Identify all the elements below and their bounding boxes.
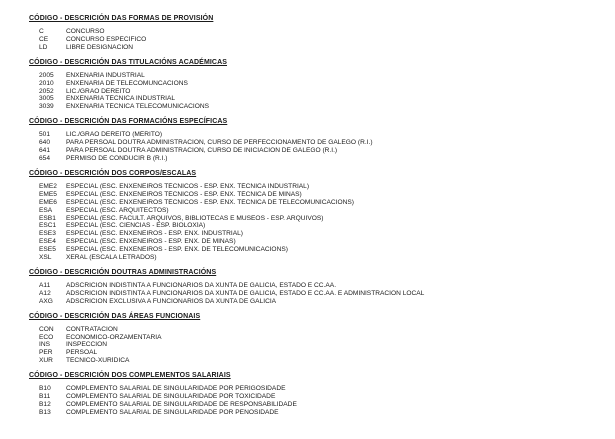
- code-description: ADSCRICIÓN INDISTINTA A FUNCIONARIOS DA XUNTA DE GALICIA, ESTADO E CC.AA. E ADMINISTRACIÓN LOCAL: [66, 289, 425, 297]
- code-value: 640: [39, 139, 51, 147]
- legend-section: [29, 117, 599, 163]
- code-description: ENXEÑARÍA TÉCNICA TELECOMUNICACIÓNS: [66, 103, 210, 111]
- code-list: [29, 131, 599, 163]
- code-value: EME6: [39, 198, 57, 206]
- code-row: [29, 36, 599, 44]
- code-description: ESPECIAL (ESC. ENXEÑEIROS - ESP. ENX. DE TELECOMUNICACIÓNS): [66, 246, 288, 254]
- code-row: [29, 44, 599, 52]
- code-description: ESPECIAL (ESC. ENXEÑEIROS - ESP. ENX. DE MINAS): [66, 238, 236, 246]
- code-row: [29, 401, 599, 409]
- code-row: [29, 103, 599, 111]
- code-description: PARA PERSOAL DOUTRA ADMINISTRACIÓN, CURSO DE INICIACIÓN DE GALEGO (R.I.): [66, 147, 338, 155]
- code-value: 3005: [39, 95, 54, 103]
- code-description: ENXEÑARÍA DE TELECOMUNCACIÓNS: [66, 79, 188, 87]
- code-row: [29, 131, 599, 139]
- code-value: B13: [39, 408, 51, 416]
- code-list: [29, 183, 599, 262]
- code-value: ESA: [39, 206, 53, 214]
- code-description: ESPECIAL (ESC. ENXEÑEIROS - ESP. ENX. INDUSTRIAL): [66, 230, 243, 238]
- code-row: [29, 357, 599, 365]
- code-description: PARA PERSOAL DOUTRA ADMINISTRACIÓN, CURSO DE PERFECCIONAMENTO DE GALEGO (R.I.): [66, 139, 373, 147]
- code-value: C: [39, 28, 44, 35]
- code-value: 641: [39, 147, 51, 155]
- code-value: XUR: [39, 357, 53, 365]
- code-row: [29, 385, 599, 393]
- code-list: [29, 28, 599, 52]
- code-row: [29, 393, 599, 401]
- code-value: LD: [39, 43, 48, 51]
- code-value: B11: [39, 393, 51, 401]
- code-value: B12: [39, 401, 51, 408]
- code-value: 501: [39, 131, 51, 139]
- code-row: [29, 282, 599, 290]
- code-value: ESB1: [39, 214, 56, 222]
- section-title: CÓDIGO - DESCRICIÓN DAS FORMACIÓNS ESPECÍFICAS: [29, 118, 228, 126]
- code-row: [29, 349, 599, 357]
- code-description: ESPECIAL (ESC. CIENCIAS - ESP. BIOLOXÍA): [66, 222, 206, 230]
- code-value: 2005: [39, 71, 54, 79]
- section-title: CÓDIGO - DESCRICIÓN DAS ÁREAS FUNCIONAIS: [29, 312, 201, 320]
- code-value: ESC1: [39, 222, 57, 230]
- code-value: EME5: [39, 190, 57, 198]
- code-list: [29, 282, 599, 306]
- code-value: 654: [39, 154, 51, 162]
- section-title: CÓDIGO - DESCRICIÓN DAS TITULACIÓNS ACADÉMICAS: [29, 58, 228, 66]
- code-row: [29, 191, 599, 199]
- code-row: [29, 238, 599, 246]
- section-title: CÓDIGO - DESCRICIÓN DAS FORMAS DE PROVISIÓN: [29, 15, 214, 22]
- code-description: PERSOAL: [66, 349, 98, 357]
- code-description: ESPECIAL (ESC. ARQUITECTOS): [66, 206, 169, 214]
- code-description: LIC./GRAO DEREITO (MÉRITO): [66, 131, 163, 139]
- code-row: [29, 183, 599, 191]
- code-description: CONTRATACIÓN: [66, 325, 118, 333]
- code-description: LIC./GRAO DEREITO: [66, 87, 131, 95]
- code-description: ENXEÑARÍA INDUSTRIAL: [66, 71, 145, 79]
- code-row: [29, 147, 599, 155]
- code-value: AXG: [39, 297, 53, 305]
- code-row: [29, 215, 599, 223]
- code-value: ESE5: [39, 246, 56, 254]
- code-list: [29, 326, 599, 366]
- code-value: EME2: [39, 182, 57, 190]
- code-description: TÉCNICO-XURÍDICA: [66, 357, 130, 365]
- code-value: 2010: [39, 79, 54, 87]
- code-description: PERMISO DE CONDUCIR B (R.I.): [66, 154, 168, 162]
- code-description: LIBRE DESIGNACIÓN: [66, 43, 134, 51]
- code-list: [29, 385, 599, 417]
- code-value: 3039: [39, 103, 54, 111]
- code-row: [29, 334, 599, 342]
- code-value: B10: [39, 385, 51, 393]
- code-row: [29, 230, 599, 238]
- legend-section: [29, 312, 599, 366]
- code-description: COMPLEMENTO SALARIAL DE SINGULARIDADE POR TOXICIDADE: [66, 393, 276, 401]
- code-description: ESPECIAL (ESC. ENXEÑEIROS TÉCNICOS - ESP. ENX. TÉCNICA DE MINAS): [66, 190, 302, 198]
- section-title: CÓDIGO - DESCRICIÓN DOS CORPOS/ESCALAS: [29, 169, 197, 177]
- code-row: [29, 139, 599, 147]
- code-row: [29, 222, 599, 230]
- section-title: CÓDIGO - DESCRICIÓN DOUTRAS ADMINISTRACIÓNS: [29, 268, 217, 276]
- code-description: ADSCRICIÓN INDISTINTA A FUNCIONARIOS DA XUNTA DE GALICIA, ESTADO E CC.AA.: [66, 281, 337, 289]
- code-value: 2052: [39, 87, 54, 95]
- code-value: CON: [39, 325, 54, 333]
- code-row: [29, 95, 599, 103]
- code-row: [29, 80, 599, 88]
- code-row: [29, 28, 599, 36]
- code-row: [29, 207, 599, 215]
- code-value: ESE4: [39, 238, 56, 246]
- code-value: XSL: [39, 254, 52, 262]
- code-row: [29, 254, 599, 262]
- code-list: [29, 72, 599, 112]
- code-value: A12: [39, 289, 51, 297]
- code-description: XERAL (ESCALA LETRADOS): [66, 254, 157, 262]
- code-description: ECONÓMICO-ORZAMENTARIA: [66, 333, 162, 341]
- code-value: ESE3: [39, 230, 56, 238]
- code-description: ESPECIAL (ESC. FACULT. ARQUIVOS, BIBLIOTECAS E MUSEOS - ESP. ARQUIVOS): [66, 214, 324, 222]
- document-body: [29, 14, 599, 423]
- code-row: [29, 246, 599, 254]
- code-description: ESPECIAL (ESC. ENXEÑEIROS TÉCNICOS - ESP. ENX. TÉCNICA INDUSTRIAL): [66, 182, 310, 190]
- code-row: [29, 290, 599, 298]
- code-description: ADSCRICIÓN EXCLUSIVA A FUNCIONARIOS DA XUNTA DE GALICIA: [66, 297, 277, 305]
- code-value: INS: [39, 341, 50, 349]
- code-row: [29, 298, 599, 306]
- code-value: ECO: [39, 333, 54, 341]
- code-value: A11: [39, 281, 51, 289]
- section-title: CÓDIGO - DESCRICIÓN DOS COMPLEMENTOS SALARIAIS: [29, 372, 231, 380]
- code-description: COMPLEMENTO SALARIAL DE SINGULARIDADE POR PENOSIDADE: [66, 408, 279, 416]
- code-description: ENXEÑARÍA TÉCNICA INDUSTRIAL: [66, 95, 176, 103]
- code-description: COMPLEMENTO SALARIAL DE SINGULARIDADE DE RESPONSABILIDADE: [66, 401, 297, 408]
- code-description: CONCURSO ESPECÍFICO: [66, 35, 147, 43]
- code-row: [29, 326, 599, 334]
- code-row: [29, 155, 599, 163]
- code-value: CE: [39, 35, 49, 43]
- code-row: [29, 72, 599, 80]
- code-row: [29, 199, 599, 207]
- legend-section: [29, 268, 599, 306]
- code-description: CONCURSO: [66, 28, 105, 35]
- legend-section: [29, 58, 599, 112]
- code-description: ESPECIAL (ESC. ENXEÑEIROS TÉCNICOS - ESP. ENX. TÉCNICA DE TELECOMUNICACIÓNS): [66, 198, 354, 206]
- code-description: COMPLEMENTO SALARIAL DE SINGULARIDADE POR PERIGOSIDADE: [66, 385, 286, 393]
- code-row: [29, 409, 599, 417]
- code-row: [29, 341, 599, 349]
- legend-section: [29, 14, 599, 52]
- legend-section: [29, 371, 599, 417]
- legend-section: [29, 169, 599, 262]
- code-row: [29, 88, 599, 96]
- code-description: INSPECCIÓN: [66, 341, 108, 349]
- code-value: PER: [39, 349, 53, 357]
